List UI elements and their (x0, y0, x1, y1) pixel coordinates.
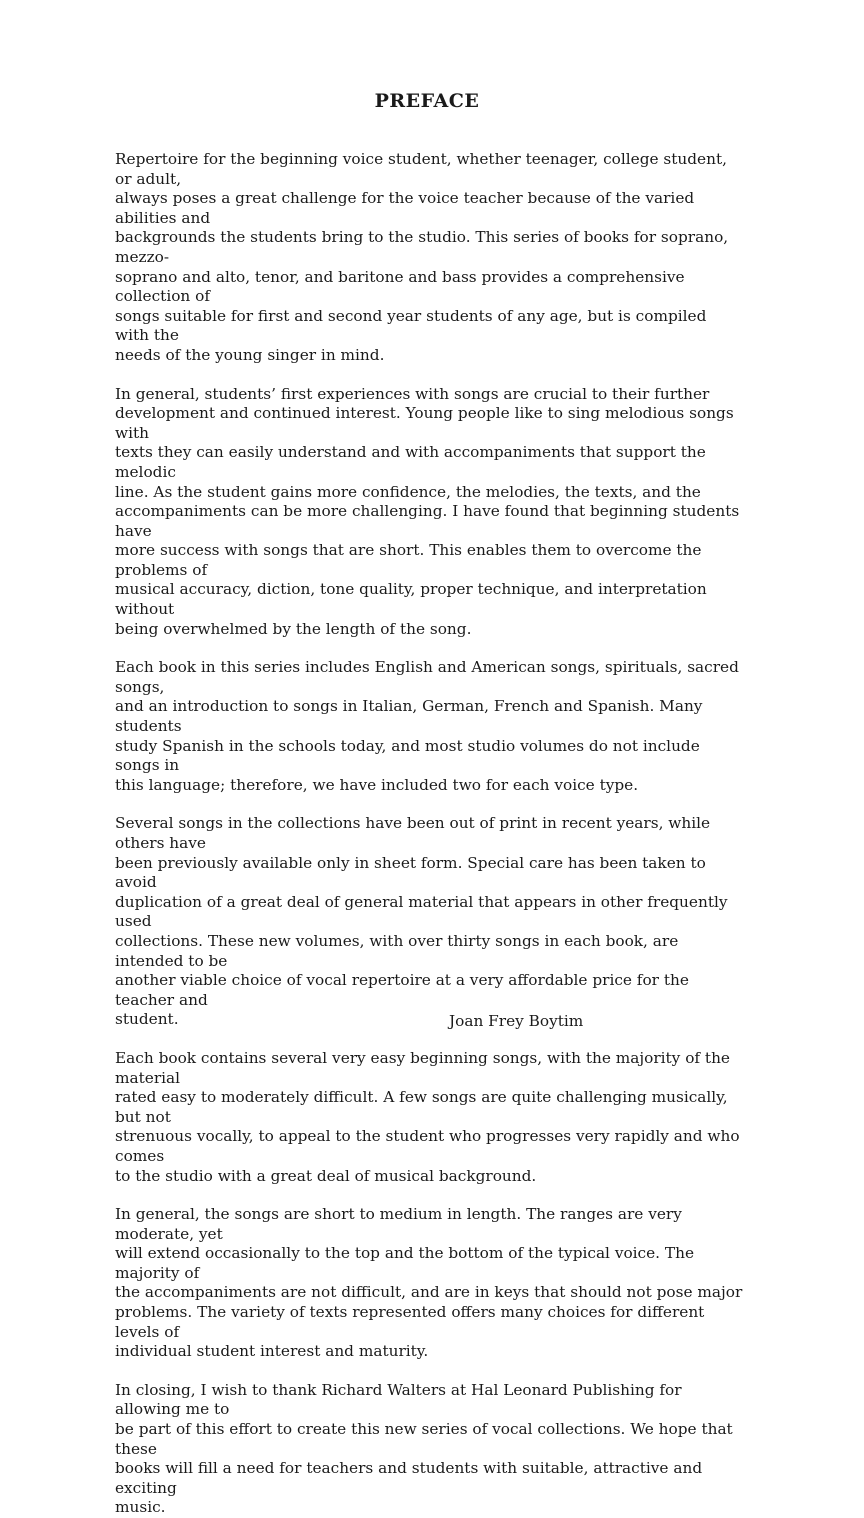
paragraph-6: In general, the songs are short to medium in length. The ranges are very moderate, yet will extend occasionally to the top and the bottom of the typical voice. The majority of the accompaniments are not difficult, and are in keys that should not pose major problems. The variety of texts represented offers many choices for different levels of individual student interest and maturity. (115, 1205, 743, 1361)
author-signature: Joan Frey Boytim (449, 1012, 584, 1030)
paragraph-3: Each book in this series includes English and American songs, spirituals, sacred songs, and an introduction to songs in Italian, German, French and Spanish. Many students study Spanish in the schools today, and most studio volumes do not include songs in this language; therefore, we have included two for each voice type. (115, 658, 739, 794)
page-title: PREFACE (374, 90, 480, 112)
paragraph-2: In general, students’ first experiences with songs are crucial to their further development and continued interest. Young people like to sing melodious songs with texts they can easily understand and with accompaniments that support the melodic line. As the student gains more confidence, the melodies, the texts, and the accompaniments can be more challenging. I have found that beginning students have more success with songs that are short. This enables them to overcome the problems of musical accuracy, diction, tone quality, proper technique, and interpretation without being overwhelmed by the length of the song. (115, 384, 740, 638)
paragraph-4: Several songs in the collections have been out of print in recent years, while others have been previously available only in sheet form. Special care has been taken to avoid duplication of a great deal of general material that appears in other frequently used collections. These new volumes, with over thirty songs in each book, are intended to be another viable choice of vocal repertoire at a very affordable price for the teacher and student. (115, 814, 728, 1029)
paragraph-7: In closing, I wish to thank Richard Walters at Hal Leonard Publishing for allowing me to be part of this effort to create this new series of vocal collections. We hope that these books will fill a need for teachers and students with suitable, attractive and exciting music. (115, 1380, 733, 1517)
preface-body (115, 150, 745, 1518)
paragraph-1: Repertoire for the beginning voice student, whether teenager, college student, or adult, always poses a great challenge for the voice teacher because of the varied abilities and backgrounds the students bring to the studio. This series of books for soprano, mezzo- soprano and alto, tenor, and baritone and bass provides a comprehensive collection of songs suitable for first and second year students of any age, but is compiled with the needs of the young singer in mind. (115, 150, 729, 364)
paragraph-5: Each book contains several very easy beginning songs, with the majority of the material rated easy to moderately difficult. A few songs are quite challenging musically, but not strenuous vocally, to appeal to the student who progresses very rapidly and who comes to the studio with a great deal of musical background. (115, 1048, 740, 1185)
